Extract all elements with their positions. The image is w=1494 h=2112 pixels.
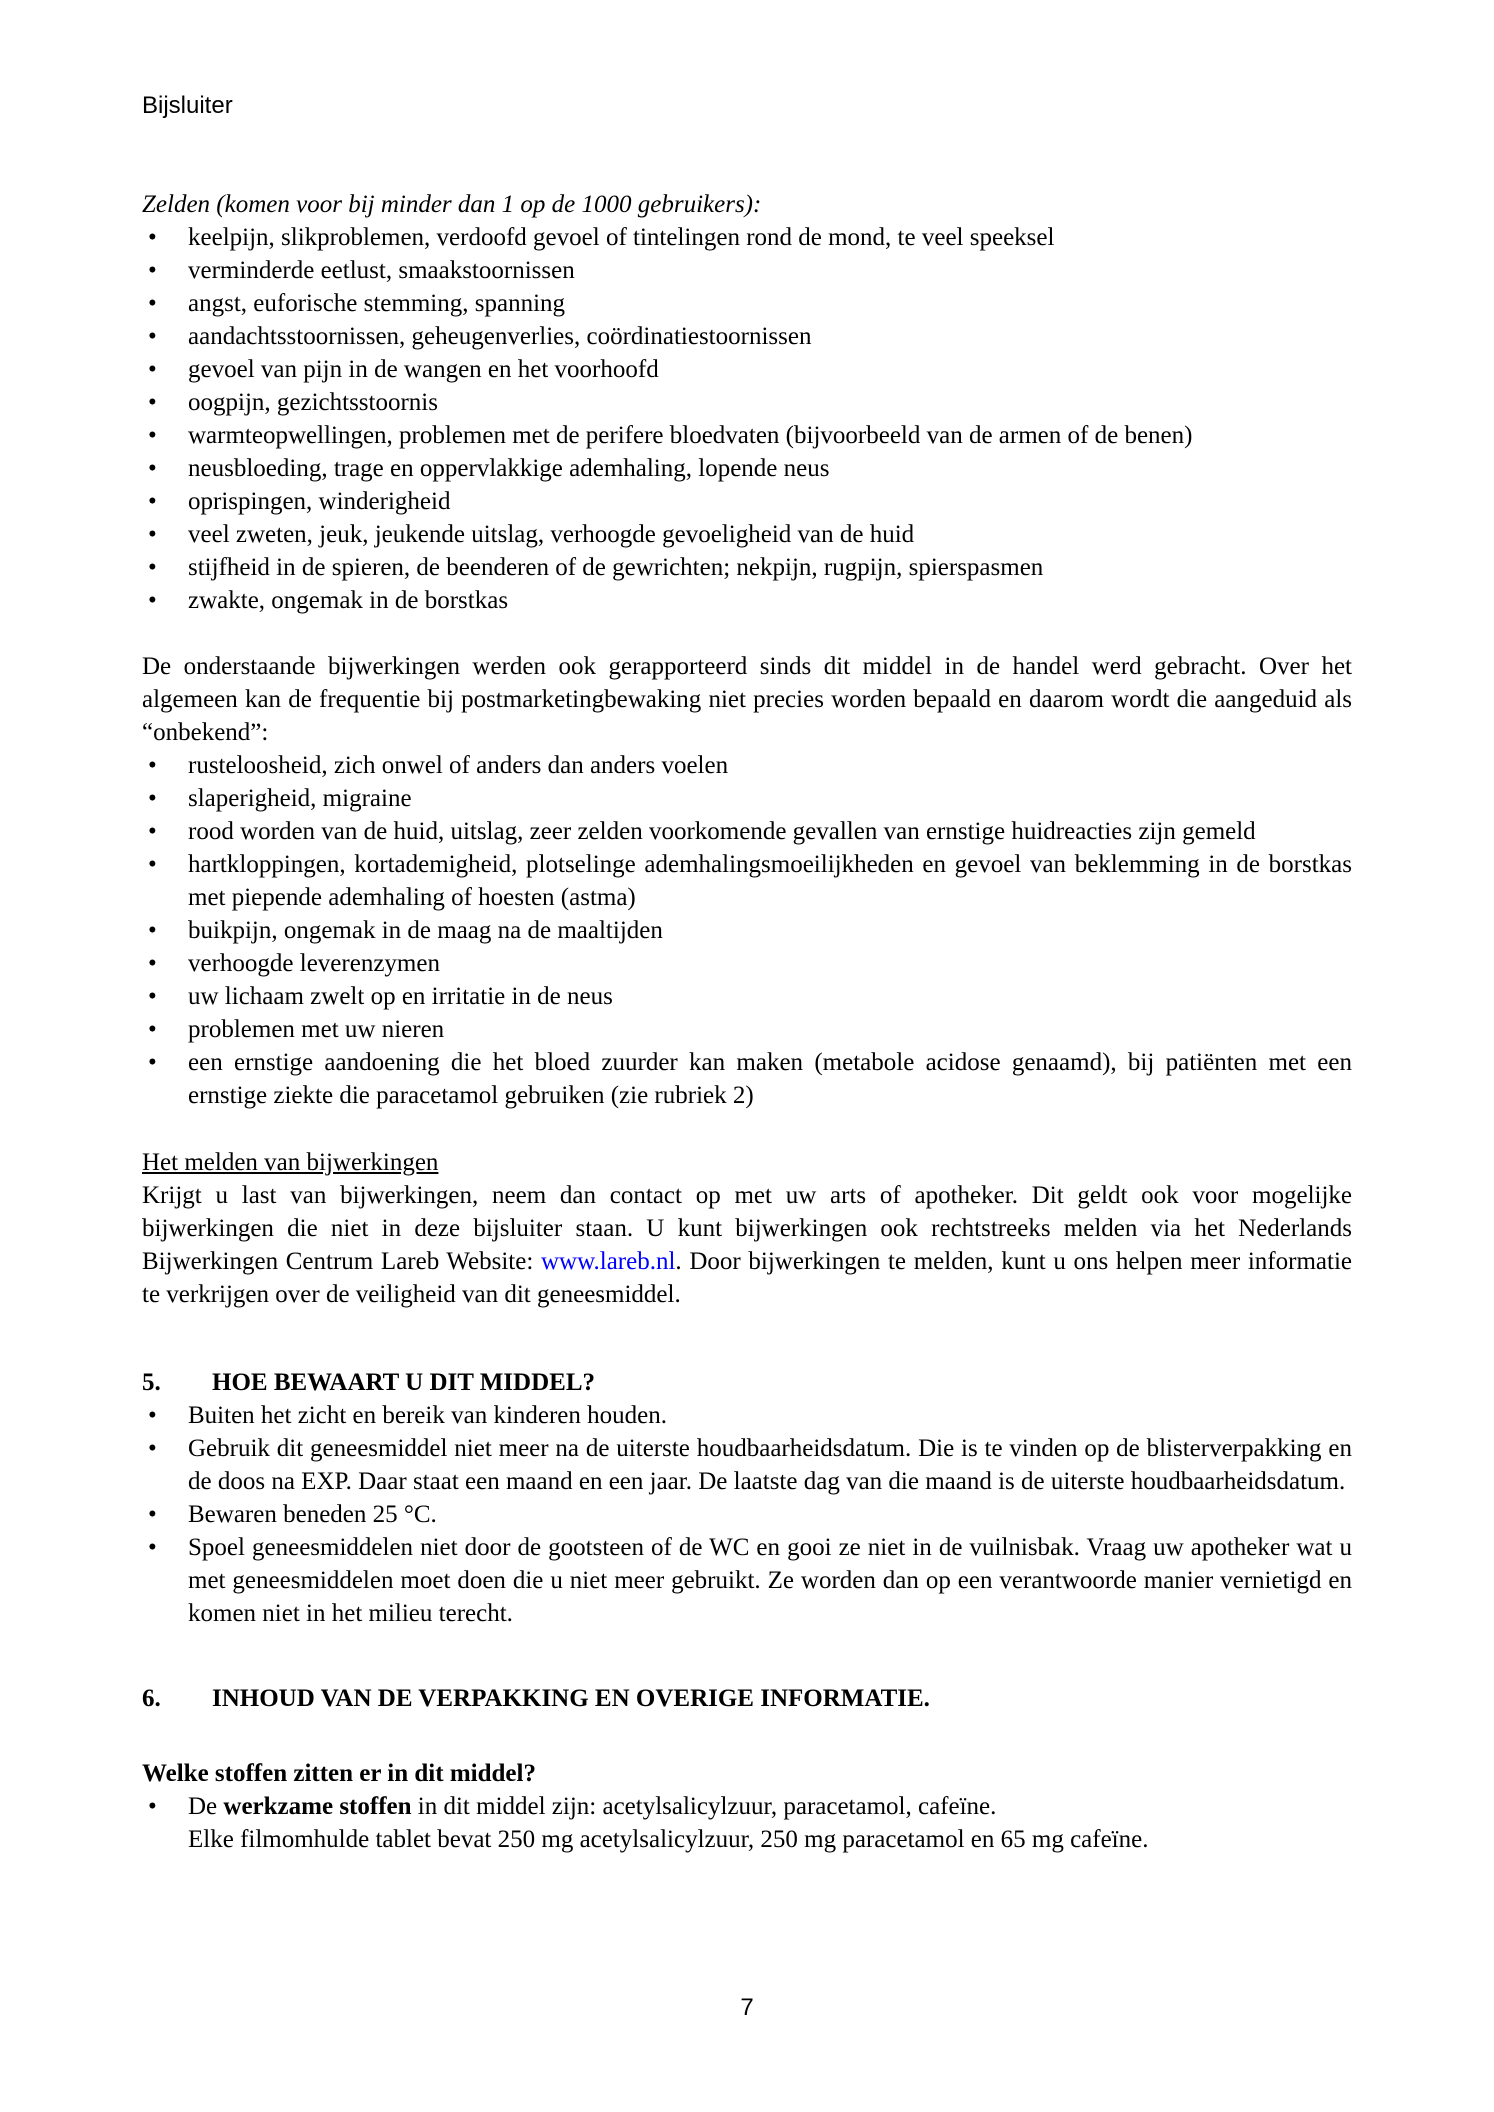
list-item: • hartkloppingen, kortademigheid, plotselinge ademhalingsmoeilijkheden en gevoel van beklemming in de borstkas met piepende ademhaling of hoesten (astma) xyxy=(142,848,1352,914)
list-item: • rood worden van de huid, uitslag, zeer zelden voorkomende gevallen van ernstige huidreacties zijn gemeld xyxy=(142,815,1352,848)
list-item: • veel zweten, jeuk, jeukende uitslag, verhoogde gevoeligheid van de huid xyxy=(142,518,1352,551)
list-item: • gevoel van pijn in de wangen en het voorhoofd xyxy=(142,353,1352,386)
list-item: • uw lichaam zwelt op en irritatie in de neus xyxy=(142,980,1352,1013)
list-item: • rusteloosheid, zich onwel of anders dan anders voelen xyxy=(142,749,1352,782)
list-item: • keelpijn, slikproblemen, verdoofd gevoel of tintelingen rond de mond, te veel speeksel xyxy=(142,221,1352,254)
section-6-heading xyxy=(142,1682,1352,1715)
list-item: • een ernstige aandoening die het bloed zuurder kan maken (metabole acidose genaamd), bij patiënten met een ernstige ziekte die paracetamol gebruiken (zie rubriek 2) xyxy=(142,1046,1352,1112)
list-item: • oogpijn, gezichtsstoornis xyxy=(142,386,1352,419)
list-item: • Gebruik dit geneesmiddel niet meer na de uiterste houdbaarheidsdatum. Die is te vinden op de blisterverpakking en de doos na EXP. Daar staat een maand en een jaar. De laatste dag van die maand is de uiterste houdbaarheidsdatum. xyxy=(142,1432,1352,1498)
list-item: • neusbloeding, trage en oppervlakkige ademhaling, lopende neus xyxy=(142,452,1352,485)
section-6-number: 6. xyxy=(142,1685,161,1712)
list-item: • stijfheid in de spieren, de beenderen of de gewrichten; nekpijn, rugpijn, spierspasmen xyxy=(142,551,1352,584)
list-item: • Buiten het zicht en bereik van kinderen houden. xyxy=(142,1399,1352,1432)
page-number: 7 xyxy=(740,1994,754,2021)
list-item: • zwakte, ongemak in de borstkas xyxy=(142,584,1352,617)
document-type-label: Bijsluiter xyxy=(142,92,233,119)
active-substances-line2: Elke filmomhulde tablet bevat 250 mg acetylsalicylzuur, 250 mg paracetamol en 65 mg cafeïne. xyxy=(188,1826,1149,1853)
section-5-heading xyxy=(142,1366,1352,1399)
list-item: • buikpijn, ongemak in de maag na de maaltijden xyxy=(142,914,1352,947)
active-substances-post: in dit middel zijn: acetylsalicylzuur, paracetamol, cafeïne. xyxy=(411,1793,997,1820)
active-substances-item xyxy=(142,1790,1352,1856)
list-item: • aandachtsstoornissen, geheugenverlies, coördinatiestoornissen xyxy=(142,320,1352,353)
rare-frequency-heading: Zelden (komen voor bij minder dan 1 op de 1000 gebruikers): xyxy=(142,191,762,218)
lareb-link[interactable]: www.lareb.nl xyxy=(540,1248,676,1275)
rare-side-effects-list xyxy=(142,221,1352,617)
list-item: • slaperigheid, migraine xyxy=(142,782,1352,815)
section-5-number: 5. xyxy=(142,1369,161,1396)
active-substances-pre: De xyxy=(188,1793,224,1820)
list-item: • angst, euforische stemming, spanning xyxy=(142,287,1352,320)
ingredients-subheading: Welke stoffen zitten er in dit middel? xyxy=(142,1760,536,1787)
postmarketing-side-effects-list xyxy=(142,749,1352,1112)
reporting-text-pre: Krijgt u last van bijwerkingen, neem dan contact op met uw arts of apotheker. Dit geldt ook voor mogelijke bijwerkingen die niet in deze bijsluiter staan. U kunt bijwerkingen ook rechtstreeks melden via het Nederlands Bijwerkingen Centrum Lareb Website: xyxy=(142,1182,1352,1275)
storage-instructions-list xyxy=(142,1399,1352,1630)
section-6-title: INHOUD VAN DE VERPAKKING EN OVERIGE INFORMATIE. xyxy=(212,1685,930,1712)
reporting-heading: Het melden van bijwerkingen xyxy=(142,1149,439,1176)
active-substances-list xyxy=(142,1790,1352,1856)
section-5-title: HOE BEWAART U DIT MIDDEL? xyxy=(212,1369,595,1396)
list-item: • oprispingen, winderigheid xyxy=(142,485,1352,518)
list-item: • verhoogde leverenzymen xyxy=(142,947,1352,980)
list-item: • Spoel geneesmiddelen niet door de gootsteen of de WC en gooi ze niet in de vuilnisbak. Vraag uw apotheker wat u met geneesmiddelen moet doen die u niet meer gebruikt. Ze worden dan op een verantwoorde manier vernietigd en komen niet in het milieu terecht. xyxy=(142,1531,1352,1630)
reporting-paragraph xyxy=(142,1179,1352,1311)
list-item: • Bewaren beneden 25 °C. xyxy=(142,1498,1352,1531)
reporting-text-post: . Door bijwerkingen te melden, kunt u ons helpen meer informatie te verkrijgen over de veiligheid van dit geneesmiddel. xyxy=(142,1248,1352,1308)
list-item: • warmteopwellingen, problemen met de perifere bloedvaten (bijvoorbeeld van de armen of de benen) xyxy=(142,419,1352,452)
postmarketing-intro: De onderstaande bijwerkingen werden ook gerapporteerd sinds dit middel in de handel werd gebracht. Over het algemeen kan de frequentie bij postmarketingbewaking niet precies worden bepaald en daarom wordt die aangeduid als “onbekend”: xyxy=(142,653,1352,746)
list-item: • problemen met uw nieren xyxy=(142,1013,1352,1046)
list-item: • verminderde eetlust, smaakstoornissen xyxy=(142,254,1352,287)
active-substances-bold: werkzame stoffen xyxy=(223,1793,412,1820)
